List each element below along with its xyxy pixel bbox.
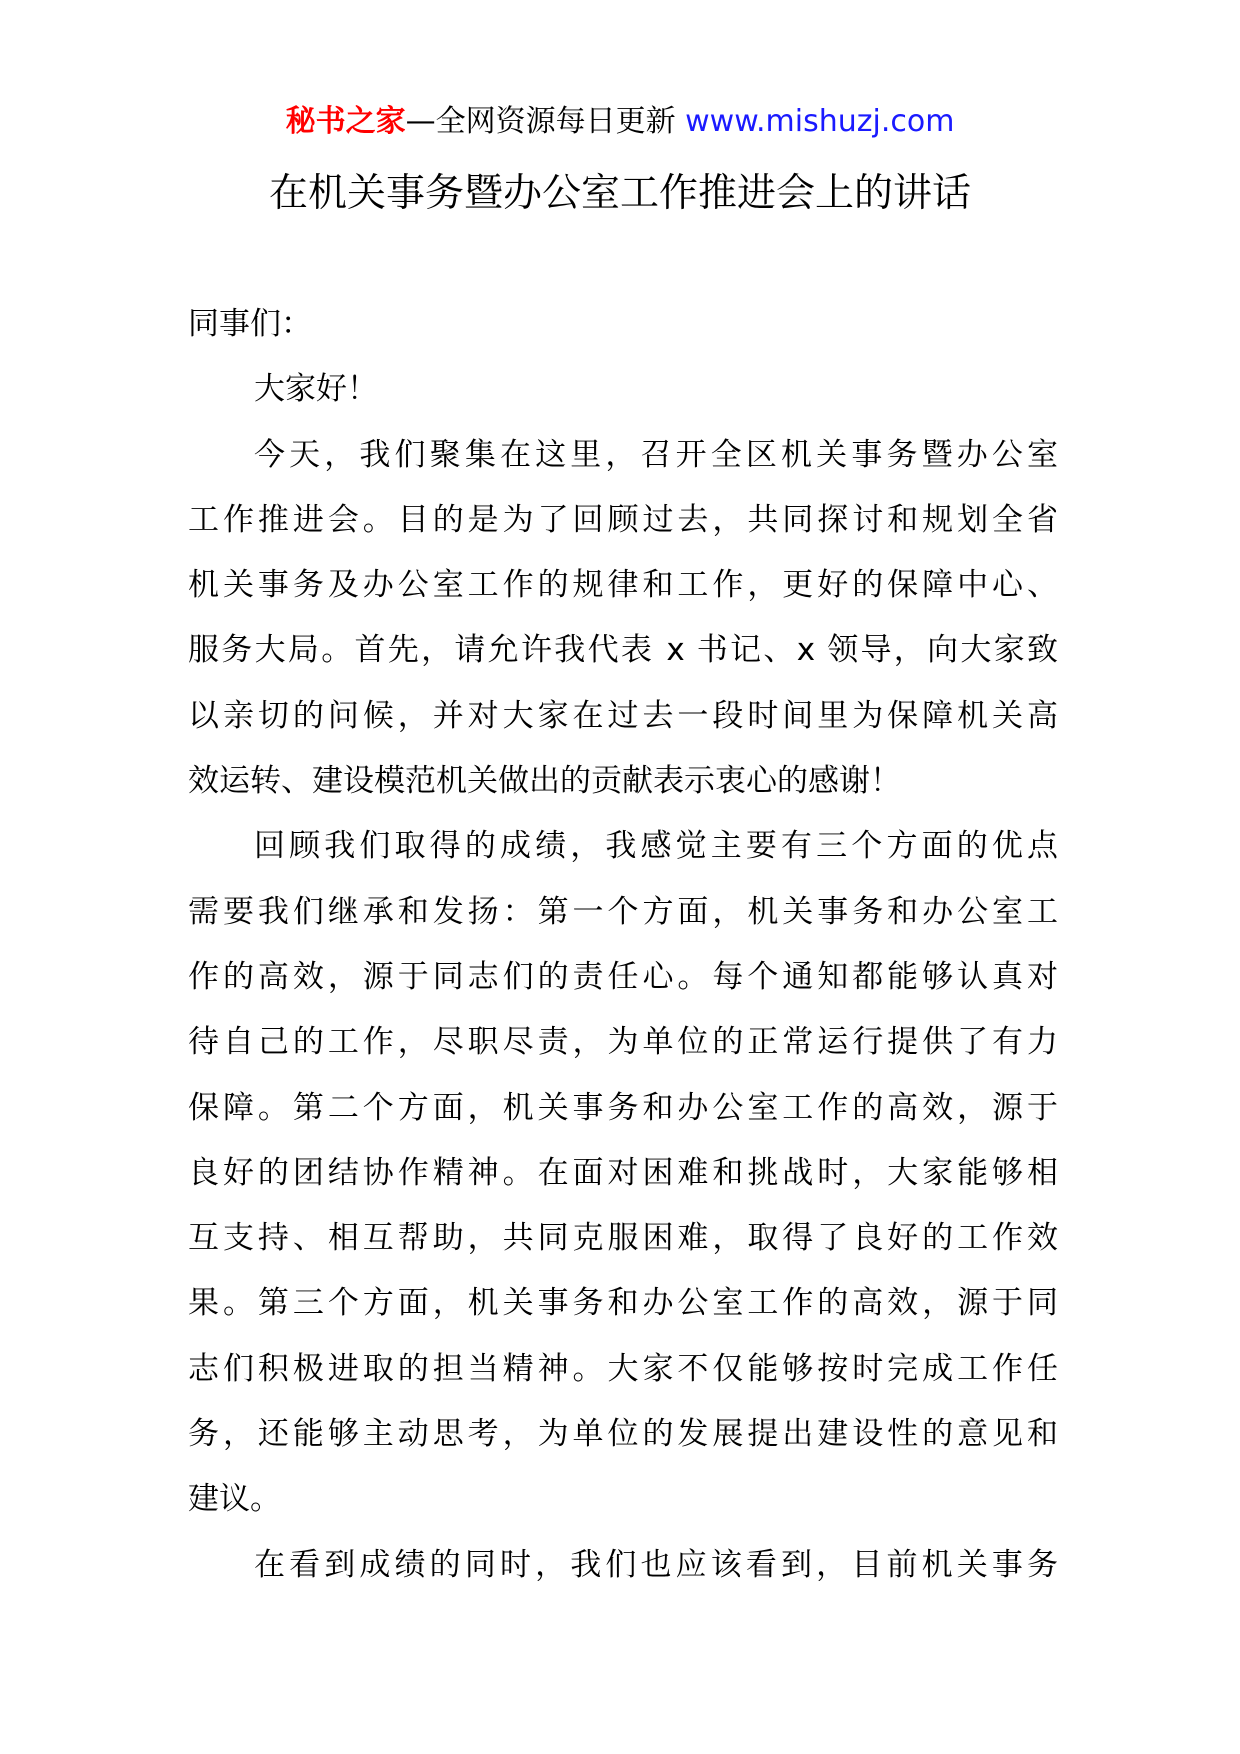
greeting: 大家好！	[254, 371, 378, 408]
site-header	[0, 100, 1240, 144]
body-line: 在看到成绩的同时，我们也应该看到，目前机关事务	[254, 1546, 1058, 1583]
salutation: 同事们：	[188, 306, 312, 342]
body-line: 工作推进会。目的是为了回顾过去，共同探讨和规划全省	[188, 501, 1058, 538]
body-line: 果。第三个方面，机关事务和办公室工作的高效，源于同	[188, 1285, 1058, 1322]
body-line: 互支持、相互帮助，共同克服困难，取得了良好的工作效	[188, 1220, 1058, 1257]
document-title: 在机关事务暨办公室工作推进会上的讲话	[268, 171, 971, 216]
body-line: 待自己的工作，尽职尽责，为单位的正常运行提供了有力	[188, 1024, 1058, 1061]
body-line: 效运转、建设模范机关做出的贡献表示衷心的感谢！	[188, 763, 901, 800]
document-body	[188, 292, 1058, 1598]
body-line: 志们积极进取的担当精神。大家不仅能够按时完成工作任	[188, 1350, 1058, 1387]
brand-name: 秘书之家	[285, 104, 406, 139]
body-line: 需要我们继承和发扬：第一个方面，机关事务和办公室工	[188, 893, 1058, 930]
body-line: 保障。第二个方面，机关事务和办公室工作的高效，源于	[188, 1089, 1058, 1126]
header-tagline: —全网资源每日更新	[405, 104, 676, 139]
body-line: 务，还能够主动思考，为单位的发展提出建设性的意见和	[188, 1416, 1058, 1453]
body-line: 机关事务及办公室工作的规律和工作，更好的保障中心、	[188, 567, 1058, 604]
body-line: 以亲切的问候，并对大家在过去一段时间里为保障机关高	[188, 697, 1058, 734]
body-line: 良好的团结协作精神。在面对困难和挑战时，大家能够相	[188, 1154, 1058, 1191]
body-line: 服务大局。首先，请允许我代表 x 书记、x 领导，向大家致	[188, 632, 1058, 669]
site-url-link[interactable]: www.mishuzj.com	[685, 104, 955, 139]
body-line: 今天，我们聚集在这里，召开全区机关事务暨办公室	[254, 436, 1058, 473]
body-line: 回顾我们取得的成绩，我感觉主要有三个方面的优点	[254, 828, 1058, 865]
body-line: 建议。	[188, 1481, 281, 1518]
paragraph-lines	[188, 423, 1058, 1598]
body-line: 作的高效，源于同志们的责任心。每个通知都能够认真对	[188, 958, 1058, 995]
